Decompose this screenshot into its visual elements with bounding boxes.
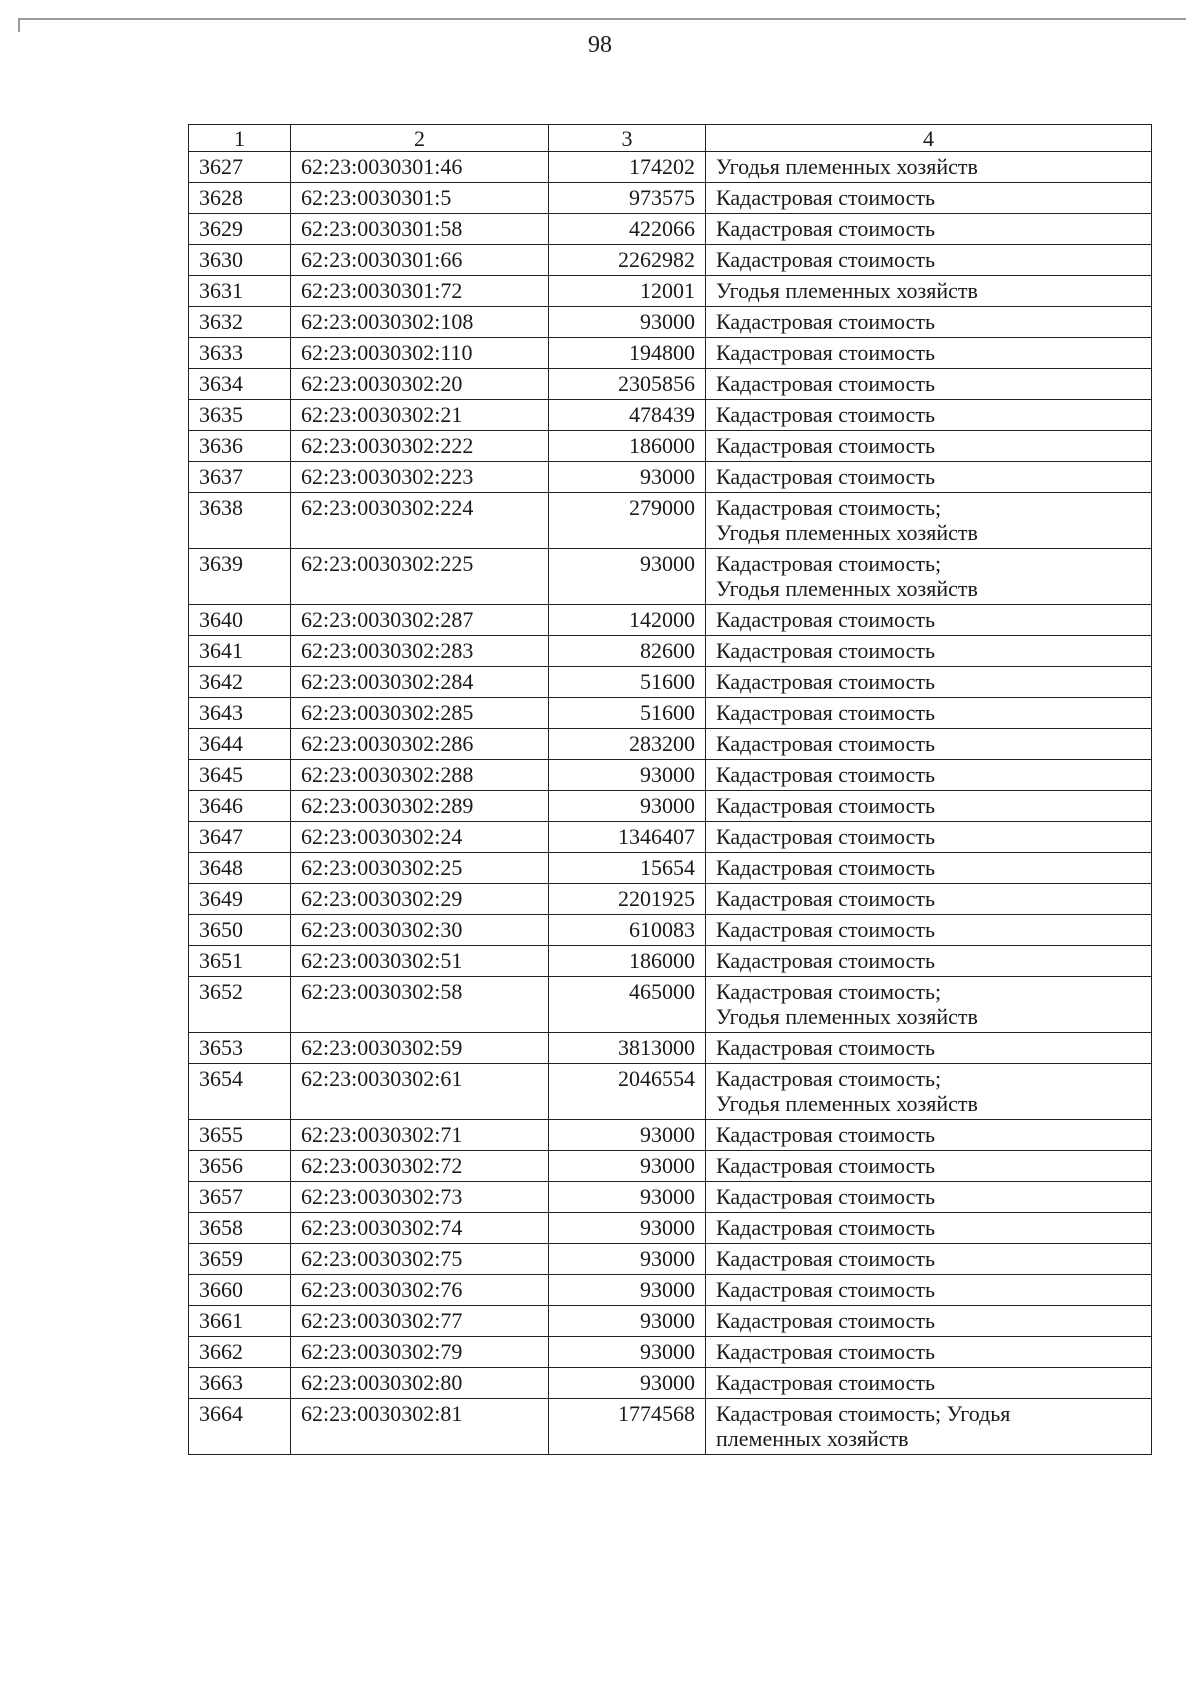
row-number-cell: 3659 — [189, 1244, 291, 1275]
table-row — [189, 152, 1152, 183]
row-number-cell: 3632 — [189, 307, 291, 338]
cadastral-number-cell: 62:23:0030302:108 — [291, 307, 549, 338]
description-cell: Кадастровая стоимость — [706, 214, 1152, 245]
description-cell: Кадастровая стоимость — [706, 1368, 1152, 1399]
row-number-cell: 3663 — [189, 1368, 291, 1399]
cadastral-number-cell: 62:23:0030302:288 — [291, 760, 549, 791]
value-cell: 3813000 — [549, 1033, 706, 1064]
value-cell: 194800 — [549, 338, 706, 369]
table-row — [189, 1120, 1152, 1151]
value-cell: 93000 — [549, 1120, 706, 1151]
cadastral-number-cell: 62:23:0030302:75 — [291, 1244, 549, 1275]
value-cell: 93000 — [549, 462, 706, 493]
description-cell: Кадастровая стоимость; Угодья племенных хозяйств — [706, 493, 1152, 549]
cadastral-number-cell: 62:23:0030302:285 — [291, 698, 549, 729]
header-row — [189, 125, 1152, 152]
value-cell: 93000 — [549, 307, 706, 338]
row-number-cell: 3634 — [189, 369, 291, 400]
table-row — [189, 1368, 1152, 1399]
value-cell: 610083 — [549, 915, 706, 946]
cadastral-number-cell: 62:23:0030302:110 — [291, 338, 549, 369]
description-cell: Кадастровая стоимость — [706, 307, 1152, 338]
scan-corner-mark — [18, 18, 20, 32]
description-cell: Кадастровая стоимость — [706, 462, 1152, 493]
value-cell: 2305856 — [549, 369, 706, 400]
table-row — [189, 822, 1152, 853]
value-cell: 93000 — [549, 760, 706, 791]
row-number-cell: 3647 — [189, 822, 291, 853]
description-cell: Кадастровая стоимость — [706, 431, 1152, 462]
description-cell: Кадастровая стоимость — [706, 1151, 1152, 1182]
cadastral-number-cell: 62:23:0030302:284 — [291, 667, 549, 698]
cadastral-number-cell: 62:23:0030302:289 — [291, 791, 549, 822]
table-row — [189, 245, 1152, 276]
column-header-number: 1 — [189, 125, 291, 152]
cadastral-number-cell: 62:23:0030302:24 — [291, 822, 549, 853]
table-row — [189, 791, 1152, 822]
row-number-cell: 3637 — [189, 462, 291, 493]
table-row — [189, 605, 1152, 636]
row-number-cell: 3635 — [189, 400, 291, 431]
table-row — [189, 1399, 1152, 1455]
cadastral-number-cell: 62:23:0030302:51 — [291, 946, 549, 977]
value-cell: 1774568 — [549, 1399, 706, 1455]
value-cell: 93000 — [549, 1337, 706, 1368]
value-cell: 93000 — [549, 1151, 706, 1182]
table-row — [189, 1182, 1152, 1213]
value-cell: 2201925 — [549, 884, 706, 915]
description-cell: Кадастровая стоимость — [706, 1275, 1152, 1306]
table-row — [189, 1033, 1152, 1064]
table-row — [189, 493, 1152, 549]
cadastral-number-cell: 62:23:0030302:223 — [291, 462, 549, 493]
table-row — [189, 1275, 1152, 1306]
description-cell: Угодья племенных хозяйств — [706, 152, 1152, 183]
description-cell: Кадастровая стоимость — [706, 1033, 1152, 1064]
cadastral-number-cell: 62:23:0030302:79 — [291, 1337, 549, 1368]
description-cell: Кадастровая стоимость — [706, 667, 1152, 698]
row-number-cell: 3630 — [189, 245, 291, 276]
description-cell: Кадастровая стоимость — [706, 884, 1152, 915]
table-row — [189, 462, 1152, 493]
value-cell: 82600 — [549, 636, 706, 667]
description-cell: Кадастровая стоимость — [706, 369, 1152, 400]
table-row — [189, 667, 1152, 698]
table-row — [189, 915, 1152, 946]
row-number-cell: 3628 — [189, 183, 291, 214]
value-cell: 973575 — [549, 183, 706, 214]
value-cell: 93000 — [549, 549, 706, 605]
table-row — [189, 698, 1152, 729]
cadastral-number-cell: 62:23:0030302:30 — [291, 915, 549, 946]
row-number-cell: 3651 — [189, 946, 291, 977]
row-number-cell: 3662 — [189, 1337, 291, 1368]
cadastral-number-cell: 62:23:0030302:222 — [291, 431, 549, 462]
value-cell: 1346407 — [549, 822, 706, 853]
cadastral-number-cell: 62:23:0030301:72 — [291, 276, 549, 307]
table-row — [189, 549, 1152, 605]
description-cell: Кадастровая стоимость; Угодья племенных хозяйств — [706, 1399, 1152, 1455]
cadastral-number-cell: 62:23:0030302:20 — [291, 369, 549, 400]
value-cell: 174202 — [549, 152, 706, 183]
column-header-value: 3 — [549, 125, 706, 152]
cadastral-number-cell: 62:23:0030302:71 — [291, 1120, 549, 1151]
table-row — [189, 946, 1152, 977]
description-cell: Кадастровая стоимость — [706, 915, 1152, 946]
table-body — [189, 152, 1152, 1455]
row-number-cell: 3649 — [189, 884, 291, 915]
cadastral-number-cell: 62:23:0030302:58 — [291, 977, 549, 1033]
row-number-cell: 3644 — [189, 729, 291, 760]
cadastral-number-cell: 62:23:0030302:224 — [291, 493, 549, 549]
description-cell: Кадастровая стоимость — [706, 853, 1152, 884]
description-cell: Кадастровая стоимость; Угодья племенных хозяйств — [706, 1064, 1152, 1120]
description-cell: Кадастровая стоимость — [706, 636, 1152, 667]
table-row — [189, 1337, 1152, 1368]
row-number-cell: 3639 — [189, 549, 291, 605]
row-number-cell: 3627 — [189, 152, 291, 183]
cadastral-number-cell: 62:23:0030302:74 — [291, 1213, 549, 1244]
row-number-cell: 3633 — [189, 338, 291, 369]
row-number-cell: 3653 — [189, 1033, 291, 1064]
cadastral-number-cell: 62:23:0030301:5 — [291, 183, 549, 214]
table-row — [189, 214, 1152, 245]
cadastral-number-cell: 62:23:0030301:58 — [291, 214, 549, 245]
value-cell: 422066 — [549, 214, 706, 245]
table-row — [189, 400, 1152, 431]
table-row — [189, 307, 1152, 338]
land-plot-table — [188, 124, 1152, 1455]
cadastral-number-cell: 62:23:0030302:81 — [291, 1399, 549, 1455]
row-number-cell: 3664 — [189, 1399, 291, 1455]
row-number-cell: 3631 — [189, 276, 291, 307]
scan-border-line — [18, 18, 1186, 20]
table-row — [189, 636, 1152, 667]
description-cell: Кадастровая стоимость; Угодья племенных хозяйств — [706, 977, 1152, 1033]
row-number-cell: 3642 — [189, 667, 291, 698]
table-row — [189, 729, 1152, 760]
value-cell: 93000 — [549, 1244, 706, 1275]
row-number-cell: 3660 — [189, 1275, 291, 1306]
cadastral-number-cell: 62:23:0030302:25 — [291, 853, 549, 884]
row-number-cell: 3646 — [189, 791, 291, 822]
value-cell: 2046554 — [549, 1064, 706, 1120]
row-number-cell: 3629 — [189, 214, 291, 245]
description-cell: Кадастровая стоимость — [706, 791, 1152, 822]
value-cell: 283200 — [549, 729, 706, 760]
row-number-cell: 3656 — [189, 1151, 291, 1182]
table-row — [189, 977, 1152, 1033]
row-number-cell: 3657 — [189, 1182, 291, 1213]
cadastral-number-cell: 62:23:0030302:80 — [291, 1368, 549, 1399]
description-cell: Кадастровая стоимость — [706, 400, 1152, 431]
row-number-cell: 3643 — [189, 698, 291, 729]
description-cell: Кадастровая стоимость — [706, 1337, 1152, 1368]
description-cell: Кадастровая стоимость — [706, 946, 1152, 977]
row-number-cell: 3650 — [189, 915, 291, 946]
cadastral-number-cell: 62:23:0030302:59 — [291, 1033, 549, 1064]
description-cell: Кадастровая стоимость — [706, 183, 1152, 214]
value-cell: 478439 — [549, 400, 706, 431]
cadastral-number-cell: 62:23:0030302:287 — [291, 605, 549, 636]
value-cell: 279000 — [549, 493, 706, 549]
cadastral-number-cell: 62:23:0030302:76 — [291, 1275, 549, 1306]
row-number-cell: 3655 — [189, 1120, 291, 1151]
description-cell: Кадастровая стоимость; Угодья племенных хозяйств — [706, 549, 1152, 605]
row-number-cell: 3654 — [189, 1064, 291, 1120]
description-cell: Кадастровая стоимость — [706, 338, 1152, 369]
description-cell: Кадастровая стоимость — [706, 1120, 1152, 1151]
cadastral-number-cell: 62:23:0030302:72 — [291, 1151, 549, 1182]
table-row — [189, 1213, 1152, 1244]
cadastral-number-cell: 62:23:0030302:77 — [291, 1306, 549, 1337]
description-cell: Кадастровая стоимость — [706, 1244, 1152, 1275]
value-cell: 93000 — [549, 1275, 706, 1306]
description-cell: Кадастровая стоимость — [706, 760, 1152, 791]
description-cell: Кадастровая стоимость — [706, 245, 1152, 276]
table-row — [189, 1064, 1152, 1120]
cadastral-number-cell: 62:23:0030302:286 — [291, 729, 549, 760]
value-cell: 186000 — [549, 946, 706, 977]
description-cell: Кадастровая стоимость — [706, 605, 1152, 636]
table-row — [189, 1306, 1152, 1337]
value-cell: 93000 — [549, 1182, 706, 1213]
cadastral-number-cell: 62:23:0030301:46 — [291, 152, 549, 183]
table-row — [189, 760, 1152, 791]
value-cell: 93000 — [549, 1306, 706, 1337]
value-cell: 142000 — [549, 605, 706, 636]
row-number-cell: 3638 — [189, 493, 291, 549]
table-row — [189, 369, 1152, 400]
cadastral-number-cell: 62:23:0030302:283 — [291, 636, 549, 667]
cadastral-number-cell: 62:23:0030302:225 — [291, 549, 549, 605]
cadastral-number-cell: 62:23:0030302:29 — [291, 884, 549, 915]
cadastral-number-cell: 62:23:0030302:73 — [291, 1182, 549, 1213]
cadastral-number-cell: 62:23:0030302:61 — [291, 1064, 549, 1120]
page-number: 98 — [588, 32, 612, 58]
row-number-cell: 3648 — [189, 853, 291, 884]
description-cell: Угодья племенных хозяйств — [706, 276, 1152, 307]
row-number-cell: 3658 — [189, 1213, 291, 1244]
description-cell: Кадастровая стоимость — [706, 1213, 1152, 1244]
table-row — [189, 183, 1152, 214]
cadastral-number-cell: 62:23:0030301:66 — [291, 245, 549, 276]
value-cell: 93000 — [549, 791, 706, 822]
table-row — [189, 1244, 1152, 1275]
description-cell: Кадастровая стоимость — [706, 1306, 1152, 1337]
row-number-cell: 3661 — [189, 1306, 291, 1337]
description-cell: Кадастровая стоимость — [706, 698, 1152, 729]
column-header-cadastral: 2 — [291, 125, 549, 152]
row-number-cell: 3640 — [189, 605, 291, 636]
description-cell: Кадастровая стоимость — [706, 729, 1152, 760]
table-row — [189, 338, 1152, 369]
description-cell: Кадастровая стоимость — [706, 1182, 1152, 1213]
value-cell: 15654 — [549, 853, 706, 884]
row-number-cell: 3636 — [189, 431, 291, 462]
table-row — [189, 276, 1152, 307]
row-number-cell: 3641 — [189, 636, 291, 667]
value-cell: 2262982 — [549, 245, 706, 276]
table-row — [189, 853, 1152, 884]
cadastral-number-cell: 62:23:0030302:21 — [291, 400, 549, 431]
value-cell: 51600 — [549, 698, 706, 729]
value-cell: 51600 — [549, 667, 706, 698]
row-number-cell: 3645 — [189, 760, 291, 791]
table-row — [189, 431, 1152, 462]
table-row — [189, 884, 1152, 915]
value-cell: 93000 — [549, 1213, 706, 1244]
value-cell: 12001 — [549, 276, 706, 307]
column-header-description: 4 — [706, 125, 1152, 152]
value-cell: 93000 — [549, 1368, 706, 1399]
table-row — [189, 1151, 1152, 1182]
value-cell: 186000 — [549, 431, 706, 462]
description-cell: Кадастровая стоимость — [706, 822, 1152, 853]
value-cell: 465000 — [549, 977, 706, 1033]
row-number-cell: 3652 — [189, 977, 291, 1033]
